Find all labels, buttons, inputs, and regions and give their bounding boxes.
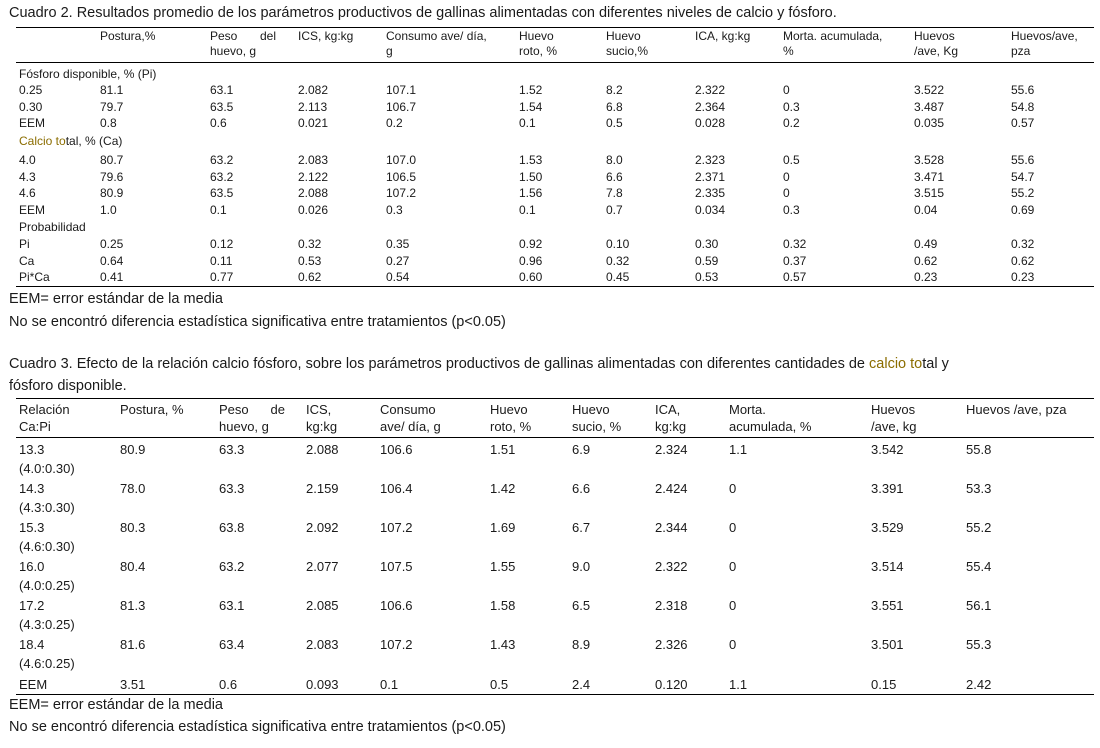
table3-cell: 55.8	[966, 442, 992, 457]
table3-header-7	[655, 401, 686, 435]
table2-section-calcium-rest: tal, % (Ca)	[65, 134, 123, 148]
table2-cell: 3.522	[914, 83, 945, 97]
table2-bottom-rule	[16, 286, 1094, 287]
table3-cell: 63.2	[219, 559, 245, 574]
table2-cell: 107.1	[386, 83, 417, 97]
table2-cell: 0.5	[606, 116, 623, 130]
table2-cell: 8.0	[606, 153, 623, 167]
table2-cell: 0.11	[210, 254, 233, 268]
table2-cell: 80.7	[100, 153, 124, 167]
table3-combo: (4.3:0.25)	[19, 617, 75, 632]
table2-cell: 2.088	[298, 186, 329, 200]
table3-header-line: /ave, kg	[871, 419, 917, 434]
table3-cell: 2.424	[655, 481, 688, 496]
table2-header-5	[519, 29, 557, 59]
table3-cell: 1.1	[729, 442, 748, 457]
table3-header-6	[572, 401, 621, 435]
table2-header-line: huevo, g	[210, 44, 257, 58]
table3-caption-line1	[9, 356, 949, 372]
table2-cell: 0.3	[386, 203, 403, 217]
table3-header-line: huevo, g	[219, 419, 269, 434]
table2-cell: 0.1	[519, 116, 536, 130]
table3-cell: 3.501	[871, 637, 904, 652]
table3-cell: 3.551	[871, 598, 904, 613]
table3-cell: 2.077	[306, 559, 339, 574]
table3-cell: 2.318	[655, 598, 688, 613]
table3-header-4	[380, 401, 441, 435]
table2-cell: 0.77	[210, 270, 234, 284]
table2-cell: 0.25	[100, 237, 124, 251]
table2-header-rule	[16, 62, 1094, 63]
table3-cell: 6.6	[572, 481, 591, 496]
table3-eem-cell: 3.51	[120, 677, 146, 692]
table2-header-line: Peso del	[210, 29, 276, 43]
table2-header-line: /ave, Kg	[914, 44, 959, 58]
table2-row-label: 0.25	[19, 83, 43, 97]
table2-row-label: Pi	[19, 237, 30, 251]
table2-header-line: Huevo	[606, 29, 641, 43]
table3-cell: 0	[729, 559, 737, 574]
table2-cell: 0.69	[1011, 203, 1035, 217]
table2-cell: 2.364	[695, 100, 726, 114]
table3-cell: 80.9	[120, 442, 146, 457]
table2-header-7	[695, 29, 750, 44]
table3-ratio: 14.3	[19, 481, 45, 496]
table2-cell: 1.56	[519, 186, 543, 200]
table2-cell: 63.2	[210, 153, 234, 167]
table3-eem-label: EEM	[19, 677, 48, 692]
table3-header-line: ICS,	[306, 402, 332, 417]
table3-cell: 0	[729, 598, 737, 613]
table2-cell: 63.2	[210, 170, 234, 184]
table2-section-calcium	[19, 134, 122, 148]
table3-eem-cell: 0.6	[219, 677, 238, 692]
table3-header-line: sucio, %	[572, 419, 622, 434]
table2-cell: 0.35	[386, 237, 410, 251]
table3-header-line: Huevos /ave, pza	[966, 402, 1067, 417]
table2-row-label: Pi*Ca	[19, 270, 50, 284]
table2-cell: 0.62	[914, 254, 938, 268]
table3-cell: 0	[729, 637, 737, 652]
table2-cell: 79.6	[100, 170, 124, 184]
table3-cell: 106.6	[380, 442, 413, 457]
table3-header-rule	[16, 437, 1094, 438]
table2-cell: 0.45	[606, 270, 630, 284]
table2-cell: 107.0	[386, 153, 417, 167]
table3-header-1	[120, 401, 184, 418]
table3-cell: 1.42	[490, 481, 516, 496]
table2-cell: 0.41	[100, 270, 124, 284]
table2-cell: 107.2	[386, 186, 417, 200]
table3-caption-part-1: calcio to	[869, 356, 923, 372]
table2-header-line: Huevos	[914, 29, 955, 43]
table2-cell: 0.32	[298, 237, 322, 251]
table2-cell: 0.23	[1011, 270, 1035, 284]
table2-header-8	[783, 29, 882, 59]
table2-cell: 0.27	[386, 254, 410, 268]
table3-cell: 2.092	[306, 520, 339, 535]
table2-cell: 0.10	[606, 237, 630, 251]
table3-cell: 3.391	[871, 481, 904, 496]
table3-caption-part-2: tal y	[922, 356, 949, 372]
table3-header-line: Ca:Pi	[19, 419, 51, 434]
table3-cell: 107.2	[380, 520, 413, 535]
table2-cell: 81.1	[100, 83, 124, 97]
table2-cell: 63.5	[210, 100, 234, 114]
table3-header-line: Consumo	[380, 402, 436, 417]
table3-eem-cell: 2.4	[572, 677, 591, 692]
table3-cell: 2.085	[306, 598, 339, 613]
table2-cell: 63.5	[210, 186, 234, 200]
table3-cell: 1.69	[490, 520, 516, 535]
table2-cell: 106.7	[386, 100, 417, 114]
table2-cell: 0	[783, 186, 790, 200]
table3-ratio: 17.2	[19, 598, 45, 613]
table2-header-10	[1011, 29, 1078, 59]
table3-caption-part-0: Cuadro 3. Efecto de la relación calcio fósforo, sobre los parámetros productivos de gallinas alimentadas con diferentes cantidades de	[9, 356, 870, 372]
table2-cell: 55.6	[1011, 83, 1035, 97]
table2-cell: 0	[783, 170, 790, 184]
table3-cell: 63.1	[219, 598, 245, 613]
table2-cell: 2.113	[298, 100, 328, 114]
table3-combo: (4.6:0.30)	[19, 539, 75, 554]
table3-cell: 63.8	[219, 520, 245, 535]
table2-row-label: EEM	[19, 203, 46, 217]
table2-cell: 0.1	[519, 203, 536, 217]
table2-cell: 0.2	[386, 116, 403, 130]
table2-cell: 0.12	[210, 237, 234, 251]
table3-caption-line2: fósforo disponible.	[9, 378, 127, 394]
table2-cell: 0.57	[1011, 116, 1035, 130]
table3-eem-cell: 0.120	[655, 677, 688, 692]
table3-header-line: ICA,	[655, 402, 681, 417]
table2-cell: 0.92	[519, 237, 543, 251]
table3-cell: 8.9	[572, 637, 591, 652]
table2-cell: 0.2	[783, 116, 800, 130]
table3-header-0	[19, 401, 70, 435]
table3-cell: 0	[729, 520, 737, 535]
table2-note-significance: No se encontró diferencia estadística significativa entre tratamientos (p<0.05)	[9, 314, 506, 330]
table2-cell: 54.8	[1011, 100, 1035, 114]
table3-cell: 2.083	[306, 637, 339, 652]
table2-header-line: %	[783, 44, 794, 58]
table3-eem-cell: 0.5	[490, 677, 509, 692]
table2-cell: 0.59	[695, 254, 719, 268]
table2-cell: 0.96	[519, 254, 543, 268]
table2-cell: 0.5	[783, 153, 800, 167]
table2-header-line: g	[386, 44, 393, 58]
table3-cell: 55.4	[966, 559, 992, 574]
table3-ratio: 16.0	[19, 559, 45, 574]
table2-cell: 0.026	[298, 203, 329, 217]
table3-eem-cell: 0.093	[306, 677, 339, 692]
table2-cell: 8.2	[606, 83, 623, 97]
table3-note-eem: EEM= error estándar de la media	[9, 697, 223, 713]
table3-cell: 2.324	[655, 442, 688, 457]
table2-section-phosphorus: Fósforo disponible, % (Pi)	[19, 67, 157, 81]
table2-cell: 2.082	[298, 83, 329, 97]
table3-cell: 63.4	[219, 637, 245, 652]
table2-header-4	[386, 29, 487, 59]
table2-header-line: Huevo	[519, 29, 554, 43]
table2-header-line: sucio,%	[606, 44, 649, 58]
table2-cell: 1.53	[519, 153, 543, 167]
table3-ratio: 18.4	[19, 637, 45, 652]
table2-header-2	[210, 29, 276, 59]
table2-cell: 0	[783, 83, 790, 97]
table2-cell: 1.52	[519, 83, 543, 97]
table2-row-label: EEM	[19, 116, 46, 130]
table2-header-line: Morta. acumulada,	[783, 29, 883, 43]
table3-cell: 1.55	[490, 559, 516, 574]
table2-cell: 6.8	[606, 100, 623, 114]
table3-cell: 6.5	[572, 598, 591, 613]
table3-combo: (4.3:0.30)	[19, 500, 75, 515]
table2-cell: 0.60	[519, 270, 543, 284]
table3-eem-cell: 0.1	[380, 677, 399, 692]
table2-cell: 0.62	[1011, 254, 1035, 268]
table3-cell: 6.7	[572, 520, 591, 535]
table2-cell: 0.53	[298, 254, 322, 268]
table2-cell: 0.37	[783, 254, 807, 268]
table3-header-line: kg:kg	[306, 419, 338, 434]
table3-cell: 2.088	[306, 442, 339, 457]
table3-header-9	[871, 401, 917, 435]
table2-cell: 55.2	[1011, 186, 1035, 200]
table3-cell: 53.3	[966, 481, 992, 496]
table2-cell: 80.9	[100, 186, 124, 200]
table2-cell: 63.1	[210, 83, 234, 97]
table3-cell: 55.3	[966, 637, 992, 652]
table2-cell: 0.028	[695, 116, 726, 130]
table3-header-line: Huevo	[490, 402, 528, 417]
table2-cell: 0.6	[210, 116, 227, 130]
table3-cell: 2.159	[306, 481, 339, 496]
table3-note-significance: No se encontró diferencia estadística significativa entre tratamientos (p<0.05)	[9, 719, 506, 735]
table2-cell: 0.1	[210, 203, 227, 217]
table2-header-line: ICA, kg:kg	[695, 29, 751, 43]
table3-cell: 2.344	[655, 520, 688, 535]
table2-cell: 0.021	[298, 116, 329, 130]
table2-cell: 2.322	[695, 83, 726, 97]
table3-top-rule	[16, 398, 1094, 399]
table2-cell: 2.323	[695, 153, 726, 167]
table3-cell: 0	[729, 481, 737, 496]
table3-ratio: 15.3	[19, 520, 45, 535]
table2-cell: 0.3	[783, 100, 800, 114]
table3-cell: 78.0	[120, 481, 146, 496]
table2-cell: 0.62	[298, 270, 322, 284]
table3-cell: 55.2	[966, 520, 992, 535]
table3-header-2	[219, 401, 285, 435]
table2-cell: 0.8	[100, 116, 117, 130]
table3-header-line: Peso de	[219, 402, 285, 417]
table3-header-line: Morta.	[729, 402, 766, 417]
table2-header-3	[298, 29, 353, 44]
table2-cell: 2.122	[298, 170, 329, 184]
table2-header-line: ICS, kg:kg	[298, 29, 354, 43]
table2-header-1	[100, 29, 155, 44]
table2-cell: 2.371	[695, 170, 726, 184]
table3-cell: 9.0	[572, 559, 591, 574]
table2-cell: 0.54	[386, 270, 410, 284]
table2-cell: 3.528	[914, 153, 945, 167]
table3-cell: 1.43	[490, 637, 516, 652]
table3-cell: 63.3	[219, 442, 245, 457]
table3-header-line: Huevo	[572, 402, 610, 417]
table3-header-10	[966, 401, 1066, 418]
table2-section-probability: Probabilidad	[19, 220, 86, 234]
table3-cell: 2.322	[655, 559, 688, 574]
table2-cell: 0.034	[695, 203, 726, 217]
table2-cell: 6.6	[606, 170, 623, 184]
table3-cell: 1.51	[490, 442, 516, 457]
table2-caption: Cuadro 2. Resultados promedio de los parámetros productivos de gallinas alimentadas con diferentes niveles de calcio y fósforo.	[9, 5, 837, 21]
table2-header-line: pza	[1011, 44, 1031, 58]
table3-ratio: 13.3	[19, 442, 45, 457]
table3-header-line: Postura, %	[120, 402, 184, 417]
table2-cell: 0.32	[606, 254, 630, 268]
table3-cell: 1.58	[490, 598, 516, 613]
table2-section-calcium-hl: Calcio to	[19, 134, 66, 148]
table2-cell: 55.6	[1011, 153, 1035, 167]
table3-header-line: acumulada, %	[729, 419, 812, 434]
table3-cell: 2.326	[655, 637, 688, 652]
table3-cell: 3.529	[871, 520, 904, 535]
table3-combo: (4.6:0.25)	[19, 656, 75, 671]
table2-row-label: 4.3	[19, 170, 36, 184]
table3-cell: 80.3	[120, 520, 146, 535]
table2-header-line: Consumo ave/ día,	[386, 29, 487, 43]
table2-header-line: roto, %	[519, 44, 558, 58]
table3-cell: 107.5	[380, 559, 413, 574]
table2-cell: 3.471	[914, 170, 945, 184]
table3-header-line: ave/ día, g	[380, 419, 441, 434]
table2-cell: 1.54	[519, 100, 543, 114]
table3-cell: 106.6	[380, 598, 413, 613]
table2-cell: 2.335	[695, 186, 726, 200]
table3-combo: (4.0:0.25)	[19, 578, 75, 593]
table3-bottom-rule	[16, 694, 1094, 695]
table3-cell: 81.6	[120, 637, 146, 652]
table2-cell: 0.49	[914, 237, 938, 251]
table2-header-line: Huevos/ave,	[1011, 29, 1078, 43]
table2-cell: 79.7	[100, 100, 124, 114]
table3-eem-cell: 2.42	[966, 677, 992, 692]
table2-cell: 106.5	[386, 170, 417, 184]
table3-eem-cell: 1.1	[729, 677, 748, 692]
table2-note-eem: EEM= error estándar de la media	[9, 291, 223, 307]
table2-cell: 0.3	[783, 203, 800, 217]
table2-row-label: 4.0	[19, 153, 36, 167]
table3-header-line: roto, %	[490, 419, 532, 434]
table2-cell: 0.32	[783, 237, 807, 251]
table3-combo: (4.0:0.30)	[19, 461, 75, 476]
table3-cell: 3.514	[871, 559, 904, 574]
table3-eem-cell: 0.15	[871, 677, 897, 692]
table2-cell: 0.035	[914, 116, 945, 130]
table3-header-line: Huevos	[871, 402, 916, 417]
table3-cell: 81.3	[120, 598, 146, 613]
table2-header-6	[606, 29, 648, 59]
table3-header-3	[306, 401, 337, 435]
table3-cell: 56.1	[966, 598, 992, 613]
table2-cell: 0.23	[914, 270, 938, 284]
table2-cell: 0.04	[914, 203, 938, 217]
table3-cell: 3.542	[871, 442, 904, 457]
table3-header-line: kg:kg	[655, 419, 687, 434]
table2-cell: 0.32	[1011, 237, 1035, 251]
table2-cell: 54.7	[1011, 170, 1035, 184]
table2-row-label: 4.6	[19, 186, 36, 200]
table3-cell: 80.4	[120, 559, 146, 574]
table2-header-line: Postura,%	[100, 29, 156, 43]
table3-header-8	[729, 401, 811, 435]
table3-cell: 107.2	[380, 637, 413, 652]
table2-cell: 0.57	[783, 270, 807, 284]
table3-cell: 106.4	[380, 481, 413, 496]
table3-header-5	[490, 401, 531, 435]
table2-cell: 0.64	[100, 254, 124, 268]
table2-row-label: 0.30	[19, 100, 43, 114]
table2-top-rule	[16, 27, 1094, 28]
table3-cell: 6.9	[572, 442, 591, 457]
table2-header-9	[914, 29, 958, 59]
table2-cell: 0.7	[606, 203, 623, 217]
table3-header-line: Relación	[19, 402, 70, 417]
table2-row-label: Ca	[19, 254, 35, 268]
table2-cell: 1.50	[519, 170, 543, 184]
table2-cell: 0.53	[695, 270, 719, 284]
table2-cell: 3.487	[914, 100, 945, 114]
table2-cell: 0.30	[695, 237, 719, 251]
table2-cell: 7.8	[606, 186, 623, 200]
table2-cell: 1.0	[100, 203, 117, 217]
table3-cell: 63.3	[219, 481, 245, 496]
table2-cell: 2.083	[298, 153, 329, 167]
table2-cell: 3.515	[914, 186, 945, 200]
